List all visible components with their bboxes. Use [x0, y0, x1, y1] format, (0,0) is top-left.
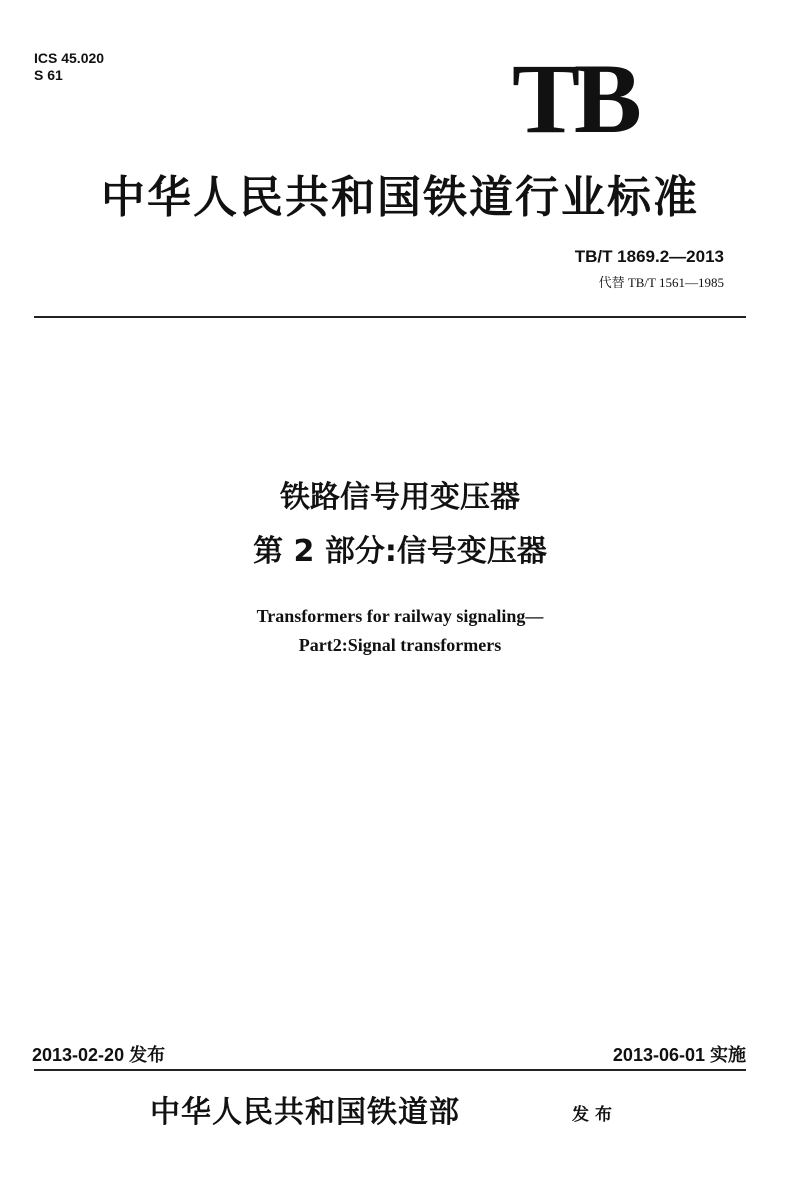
document-title-en-line1: Transformers for railway signaling— — [256, 606, 544, 626]
document-title-cn-line1: 铁路信号用变压器 — [280, 480, 520, 515]
tb-logo: TB — [512, 43, 636, 154]
top-divider — [34, 316, 746, 318]
issuer-suffix: 发布 — [572, 1105, 618, 1125]
standard-title: 中华人民共和国铁道行业标准 — [101, 172, 699, 223]
ics-code: ICS 45.020 — [34, 50, 105, 66]
document-title-en-line2: Part2:Signal transformers — [298, 635, 502, 655]
document-title-cn-line2: 第 2 部分:信号变压器 — [253, 534, 547, 569]
category-code: S 61 — [34, 67, 63, 83]
bottom-divider — [34, 1069, 746, 1071]
issue-date: 2013-02-20 发布 — [32, 1045, 166, 1065]
implementation-date: 2013-06-01 实施 — [612, 1045, 746, 1065]
standard-number: TB/T 1869.2—2013 — [574, 247, 724, 266]
replaces-note: 代替 TB/T 1561—1985 — [598, 275, 724, 290]
issuer-name: 中华人民共和国铁道部 — [150, 1095, 460, 1130]
classification-codes — [34, 50, 104, 84]
